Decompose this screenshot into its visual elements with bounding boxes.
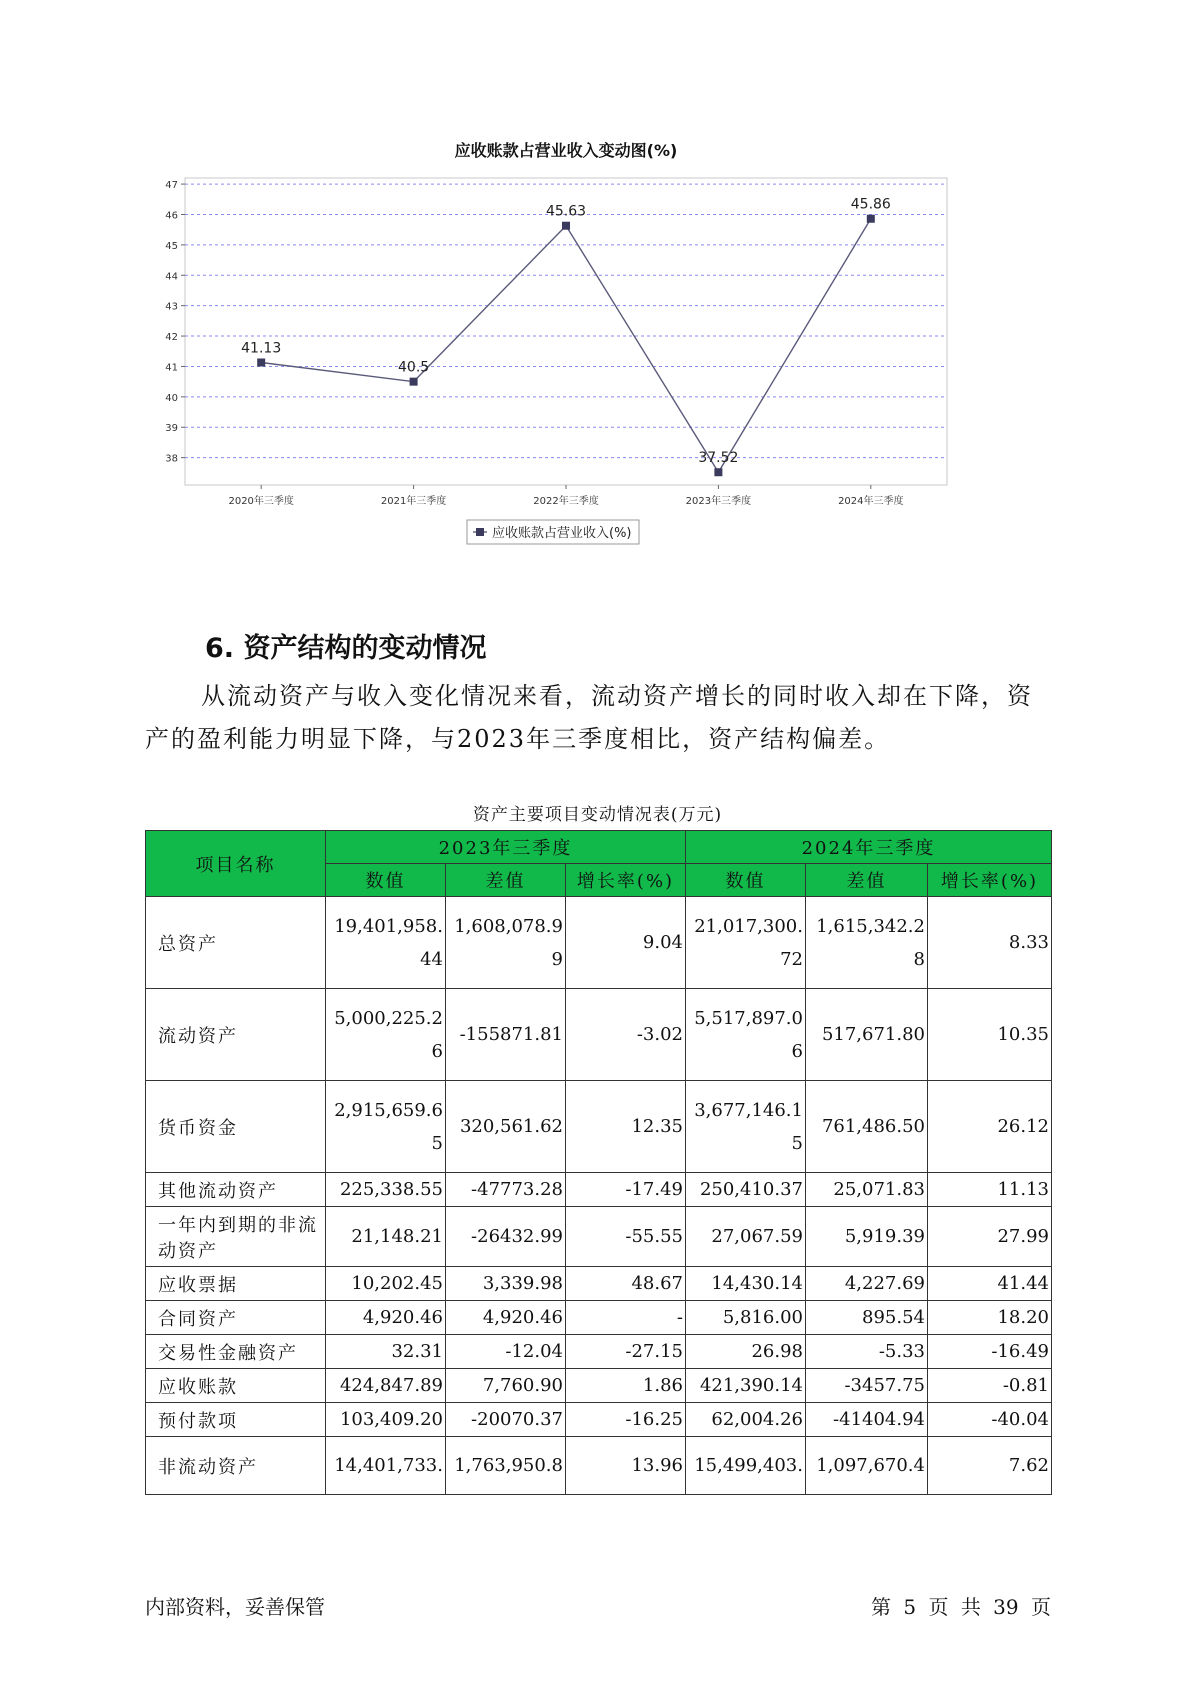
row-cell: 41.44	[928, 1267, 1052, 1301]
row-cell: 4,920.46	[326, 1301, 446, 1335]
data-label: 37.52	[698, 450, 739, 467]
table-row	[146, 897, 1052, 989]
row-cell: -20070.37	[446, 1403, 566, 1437]
row-cell: -55.55	[566, 1207, 686, 1267]
row-cell: -	[566, 1301, 686, 1335]
row-cell: 21,017,300.72	[686, 897, 806, 989]
row-cell: 761,486.50	[806, 1081, 928, 1173]
header-diff-2024: 差值	[806, 864, 928, 897]
y-tick-label: 43	[165, 301, 178, 313]
x-tick-label: 2022年三季度	[533, 496, 599, 507]
y-tick-label: 42	[165, 332, 178, 344]
row-cell: 103,409.20	[326, 1403, 446, 1437]
row-cell: 3,677,146.15	[686, 1081, 806, 1173]
row-cell: 1,097,670.4	[806, 1437, 928, 1495]
header-growth-2024: 增长率(%)	[928, 864, 1052, 897]
header-period-2023: 2023年三季度	[326, 831, 686, 864]
row-cell: 5,000,225.26	[326, 989, 446, 1081]
row-cell: 7,760.90	[446, 1369, 566, 1403]
header-value-2024: 数值	[686, 864, 806, 897]
row-cell: 21,148.21	[326, 1207, 446, 1267]
section-paragraph: 从流动资产与收入变化情况来看，流动资产增长的同时收入却在下降，资产的盈利能力明显下降，与2023年三季度相比，资产结构偏差。	[145, 682, 1033, 753]
row-cell: -16.25	[566, 1403, 686, 1437]
row-cell: 7.62	[928, 1437, 1052, 1495]
row-cell: 18.20	[928, 1301, 1052, 1335]
row-item-name: 交易性金融资产	[146, 1335, 326, 1369]
row-cell: 517,671.80	[806, 989, 928, 1081]
row-cell: 15,499,403.	[686, 1437, 806, 1495]
row-item-name: 预付款项	[146, 1403, 326, 1437]
row-cell: 421,390.14	[686, 1369, 806, 1403]
y-tick-label: 40	[165, 392, 178, 404]
row-cell: -17.49	[566, 1173, 686, 1207]
row-cell: -16.49	[928, 1335, 1052, 1369]
header-item-name: 项目名称	[146, 831, 326, 897]
legend-marker-swatch	[476, 528, 484, 536]
row-cell: 26.12	[928, 1081, 1052, 1173]
data-point	[410, 378, 418, 386]
row-item-name: 流动资产	[146, 989, 326, 1081]
row-cell: 10,202.45	[326, 1267, 446, 1301]
row-item-name: 应收票据	[146, 1267, 326, 1301]
y-tick-label: 44	[165, 271, 178, 283]
x-tick-label: 2023年三季度	[685, 496, 752, 507]
row-cell: -0.81	[928, 1369, 1052, 1403]
row-cell: 250,410.37	[686, 1173, 806, 1207]
table-row	[146, 1437, 1052, 1495]
data-point	[867, 215, 875, 223]
row-cell: 320,561.62	[446, 1081, 566, 1173]
row-cell: 2,915,659.65	[326, 1081, 446, 1173]
row-cell: -40.04	[928, 1403, 1052, 1437]
row-cell: 5,517,897.06	[686, 989, 806, 1081]
chart-canvas	[150, 140, 1040, 600]
asset-change-table	[145, 830, 1052, 1495]
header-value-2023: 数值	[326, 864, 446, 897]
table-row	[146, 1301, 1052, 1335]
row-cell: -47773.28	[446, 1173, 566, 1207]
row-cell: 225,338.55	[326, 1173, 446, 1207]
row-cell: -155871.81	[446, 989, 566, 1081]
row-cell: 3,339.98	[446, 1267, 566, 1301]
y-tick-label: 38	[165, 453, 178, 465]
row-cell: 12.35	[566, 1081, 686, 1173]
data-point	[714, 468, 722, 476]
row-item-name: 一年内到期的非流动资产	[146, 1207, 326, 1267]
row-cell: 19,401,958.44	[326, 897, 446, 989]
row-cell: 25,071.83	[806, 1173, 928, 1207]
table-row	[146, 1403, 1052, 1437]
row-cell: -41404.94	[806, 1403, 928, 1437]
header-diff-2023: 差值	[446, 864, 566, 897]
table-row	[146, 1335, 1052, 1369]
row-cell: 895.54	[806, 1301, 928, 1335]
header-growth-2023: 增长率(%)	[566, 864, 686, 897]
row-item-name: 总资产	[146, 897, 326, 989]
footer-page-number: 第 5 页 共 39 页	[871, 1595, 1051, 1619]
row-cell: 8.33	[928, 897, 1052, 989]
table-row	[146, 1369, 1052, 1403]
data-label: 45.63	[545, 203, 587, 220]
row-cell: 32.31	[326, 1335, 446, 1369]
legend-label: 应收账款占营业收入(%)	[492, 526, 632, 541]
row-cell: -26432.99	[446, 1207, 566, 1267]
row-cell: 1,608,078.99	[446, 897, 566, 989]
row-cell: 1.86	[566, 1369, 686, 1403]
data-label: 45.86	[850, 196, 891, 213]
table-row	[146, 1267, 1052, 1301]
row-item-name: 货币资金	[146, 1081, 326, 1173]
row-cell: -3.02	[566, 989, 686, 1081]
row-cell: 27.99	[928, 1207, 1052, 1267]
table-row	[146, 1081, 1052, 1173]
row-cell: 62,004.26	[686, 1403, 806, 1437]
row-item-name: 非流动资产	[146, 1437, 326, 1495]
row-cell: 14,430.14	[686, 1267, 806, 1301]
row-cell: 424,847.89	[326, 1369, 446, 1403]
y-tick-label: 46	[165, 210, 178, 222]
row-cell: 48.67	[566, 1267, 686, 1301]
row-cell: 1,615,342.28	[806, 897, 928, 989]
y-tick-label: 41	[165, 362, 178, 374]
row-item-name: 合同资产	[146, 1301, 326, 1335]
section-heading: 6. 资产结构的变动情况	[205, 633, 487, 664]
row-cell: -3457.75	[806, 1369, 928, 1403]
table-row	[146, 1207, 1052, 1267]
data-point	[257, 359, 265, 367]
row-cell: 26.98	[686, 1335, 806, 1369]
row-item-name: 其他流动资产	[146, 1173, 326, 1207]
header-period-2024: 2024年三季度	[686, 831, 1052, 864]
row-cell: 5,816.00	[686, 1301, 806, 1335]
y-tick-label: 39	[165, 423, 178, 435]
y-tick-label: 45	[165, 240, 178, 252]
row-item-name: 应收账款	[146, 1369, 326, 1403]
row-cell: 13.96	[566, 1437, 686, 1495]
row-cell: 1,763,950.8	[446, 1437, 566, 1495]
table-row	[146, 989, 1052, 1081]
row-cell: 4,920.46	[446, 1301, 566, 1335]
row-cell: 27,067.59	[686, 1207, 806, 1267]
x-tick-label: 2024年三季度	[838, 496, 904, 507]
y-tick-label: 47	[165, 180, 178, 192]
receivables-ratio-chart	[150, 140, 1040, 600]
row-cell: 5,919.39	[806, 1207, 928, 1267]
data-point	[562, 222, 570, 230]
x-tick-label: 2020年三季度	[228, 496, 294, 507]
data-label: 40.5	[398, 359, 430, 376]
table-caption: 资产主要项目变动情况表(万元)	[472, 805, 723, 825]
row-cell: -12.04	[446, 1335, 566, 1369]
row-cell: 10.35	[928, 989, 1052, 1081]
row-cell: 11.13	[928, 1173, 1052, 1207]
data-label: 41.13	[241, 340, 282, 357]
table-body	[146, 897, 1052, 1495]
footer-confidential-note: 内部资料，妥善保管	[145, 1595, 325, 1619]
row-cell: 4,227.69	[806, 1267, 928, 1301]
row-cell: -27.15	[566, 1335, 686, 1369]
x-tick-label: 2021年三季度	[380, 496, 447, 507]
table-row	[146, 1173, 1052, 1207]
chart-title: 应收账款占营业收入变动图(%)	[454, 141, 678, 160]
row-cell: -5.33	[806, 1335, 928, 1369]
row-cell: 14,401,733.	[326, 1437, 446, 1495]
row-cell: 9.04	[566, 897, 686, 989]
